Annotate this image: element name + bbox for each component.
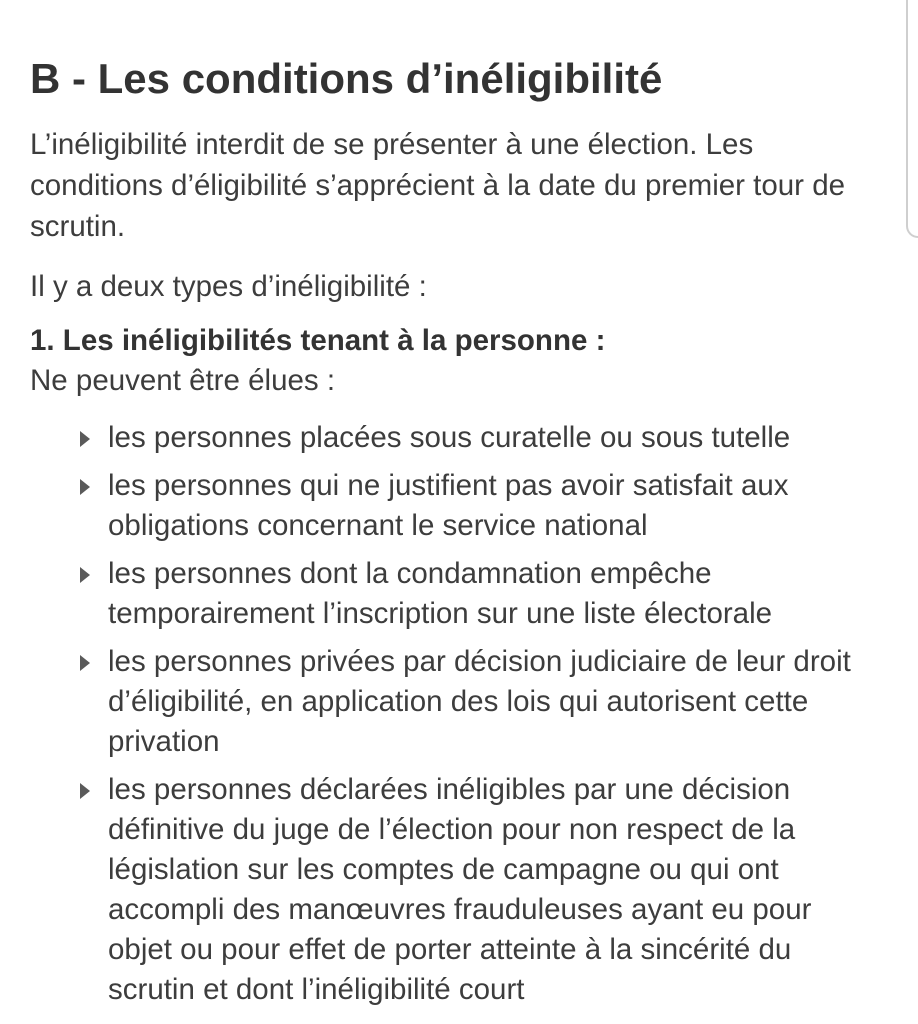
list-item <box>76 770 876 1010</box>
triangle-right-icon <box>80 567 90 583</box>
triangle-right-icon <box>80 431 90 447</box>
section-title: 1. Les inéligibilités tenant à la personne : <box>30 324 606 357</box>
list-item-text: les personnes dont la condamnation empêche temporairement l’inscription sur une liste électorale <box>108 557 773 630</box>
list-item-text: les personnes privées par décision judiciaire de leur droit d’éligibilité, en application des lois qui autorisent cette privation <box>108 645 851 758</box>
list-item-text: les personnes qui ne justifient pas avoir satisfait aux obligations concernant le service national <box>108 469 789 542</box>
list-item <box>76 418 876 458</box>
list-item-text: les personnes déclarées inéligibles par une décision définitive du juge de l’élection pour non respect de la législation sur les comptes de campagne ou qui ont accompli des manœuvres frauduleuses ayant eu pour objet ou pour effet de porter atteinte à la sincérité du scrutin et dont l’inéligibilité court <box>108 773 812 1006</box>
intro-paragraph: L’inéligibilité interdit de se présenter à une élection. Les conditions d’éligibilité s’apprécient à la date du premier tour de scrutin. <box>30 128 846 243</box>
scrollbar-edge[interactable] <box>906 0 918 238</box>
list-item <box>76 466 876 546</box>
list-item <box>76 642 876 762</box>
page-title: B - Les conditions d’inéligibilité <box>30 55 663 102</box>
triangle-right-icon <box>80 655 90 671</box>
list-item-text: les personnes placées sous curatelle ou sous tutelle <box>108 421 791 454</box>
ineligibility-list <box>76 418 876 1018</box>
section-lead: Ne peuvent être élues : <box>30 364 336 397</box>
triangle-right-icon <box>80 783 90 799</box>
triangle-right-icon <box>80 479 90 495</box>
types-sentence: Il y a deux types d’inéligibilité : <box>30 270 427 303</box>
list-item <box>76 554 876 634</box>
